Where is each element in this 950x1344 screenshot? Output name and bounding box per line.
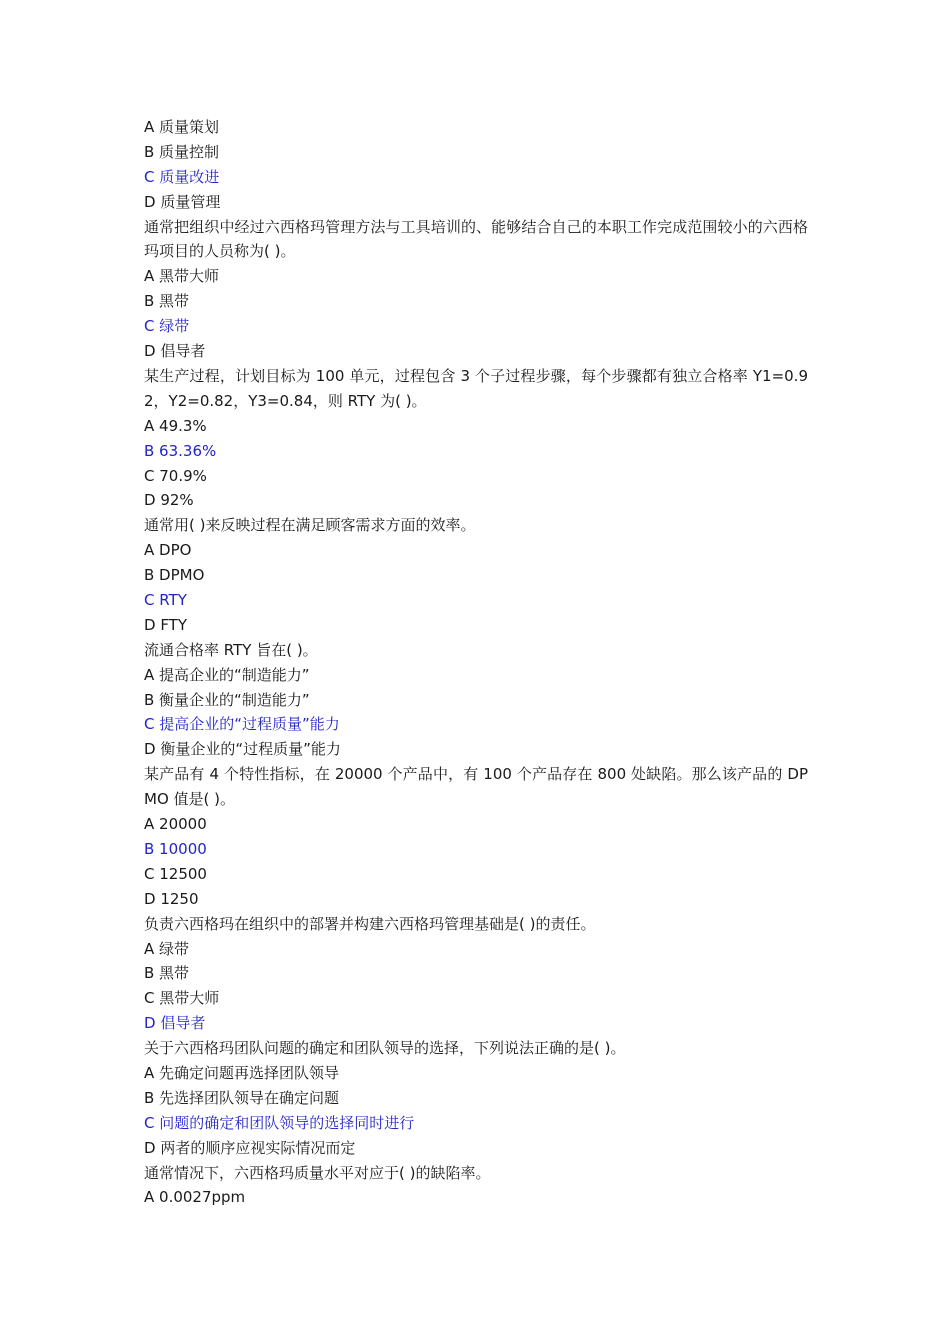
option-text: A 绿带 [144,939,190,958]
answer-option: B 10000 [144,839,207,858]
quiz-content [144,115,808,1210]
answer-option: C 提高企业的“过程质量”能力 [144,715,340,734]
option-text: B 质量控制 [144,142,220,161]
option-text: A 质量策划 [144,118,220,136]
option-text: D 质量管理 [144,192,221,211]
option-text: D 倡导者 [144,342,206,361]
answer-option: C 质量改进 [144,167,220,186]
question-text: 通常用( )来反映过程在满足顾客需求方面的效率。 [144,516,476,535]
option-text: A 20000 [144,815,207,834]
option-text: D 两者的顺序应视实际情况而定 [144,1138,356,1157]
option-text: A DPO [144,541,192,560]
option-text: A 先确定问题再选择团队领导 [144,1064,340,1082]
question-text: 某产品有 4 个特性指标，在 20000 个产品中，有 100 个产品存在 800 处缺陷。那么该产品的 DPMO 值是( )。 [144,765,808,809]
answer-option: C RTY [144,591,187,609]
question-text: 通常情况下，六西格玛质量水平对应于( )的缺陷率。 [144,1163,491,1182]
question-text: 关于六西格玛团队问题的确定和团队领导的选择，下列说法正确的是( )。 [144,1039,626,1058]
answer-option: C 绿带 [144,317,190,336]
option-text: D FTY [144,615,188,634]
answer-option: C 问题的确定和团队领导的选择同时进行 [144,1113,415,1132]
answer-option: D 倡导者 [144,1014,206,1033]
option-text: A 49.3% [144,416,207,435]
question-text: 某生产过程，计划目标为 100 单元，过程包含 3 个子过程步骤，每个步骤都有独立合格率 Y1=0.92，Y2=0.82，Y3=0.84，则 RTY 为( )。 [144,366,808,410]
option-text: B 先选择团队领导在确定问题 [144,1088,340,1107]
option-text: C 70.9% [144,466,207,485]
option-text: C 黑带大师 [144,989,220,1008]
option-text: D 1250 [144,889,199,908]
option-text: B 黑带 [144,292,190,311]
option-text: B DPMO [144,566,205,585]
option-text: A 黑带大师 [144,267,220,286]
option-text: C 12500 [144,864,207,883]
option-text: D 92% [144,491,194,510]
option-text: B 衡量企业的“制造能力” [144,690,310,709]
option-text: D 衡量企业的“过程质量”能力 [144,740,341,759]
answer-option: B 63.36% [144,441,217,460]
question-text: 通常把组织中经过六西格玛管理方法与工具培训的、能够结合自己的本职工作完成范围较小的六西格玛项目的人员称为( )。 [144,217,808,261]
option-text: A 提高企业的“制造能力” [144,665,310,684]
option-text: A 0.0027ppm [144,1188,246,1207]
question-text: 流通合格率 RTY 旨在( )。 [144,640,318,659]
question-text: 负责六西格玛在组织中的部署并构建六西格玛管理基础是( )的责任。 [144,914,596,933]
option-text: B 黑带 [144,964,190,983]
